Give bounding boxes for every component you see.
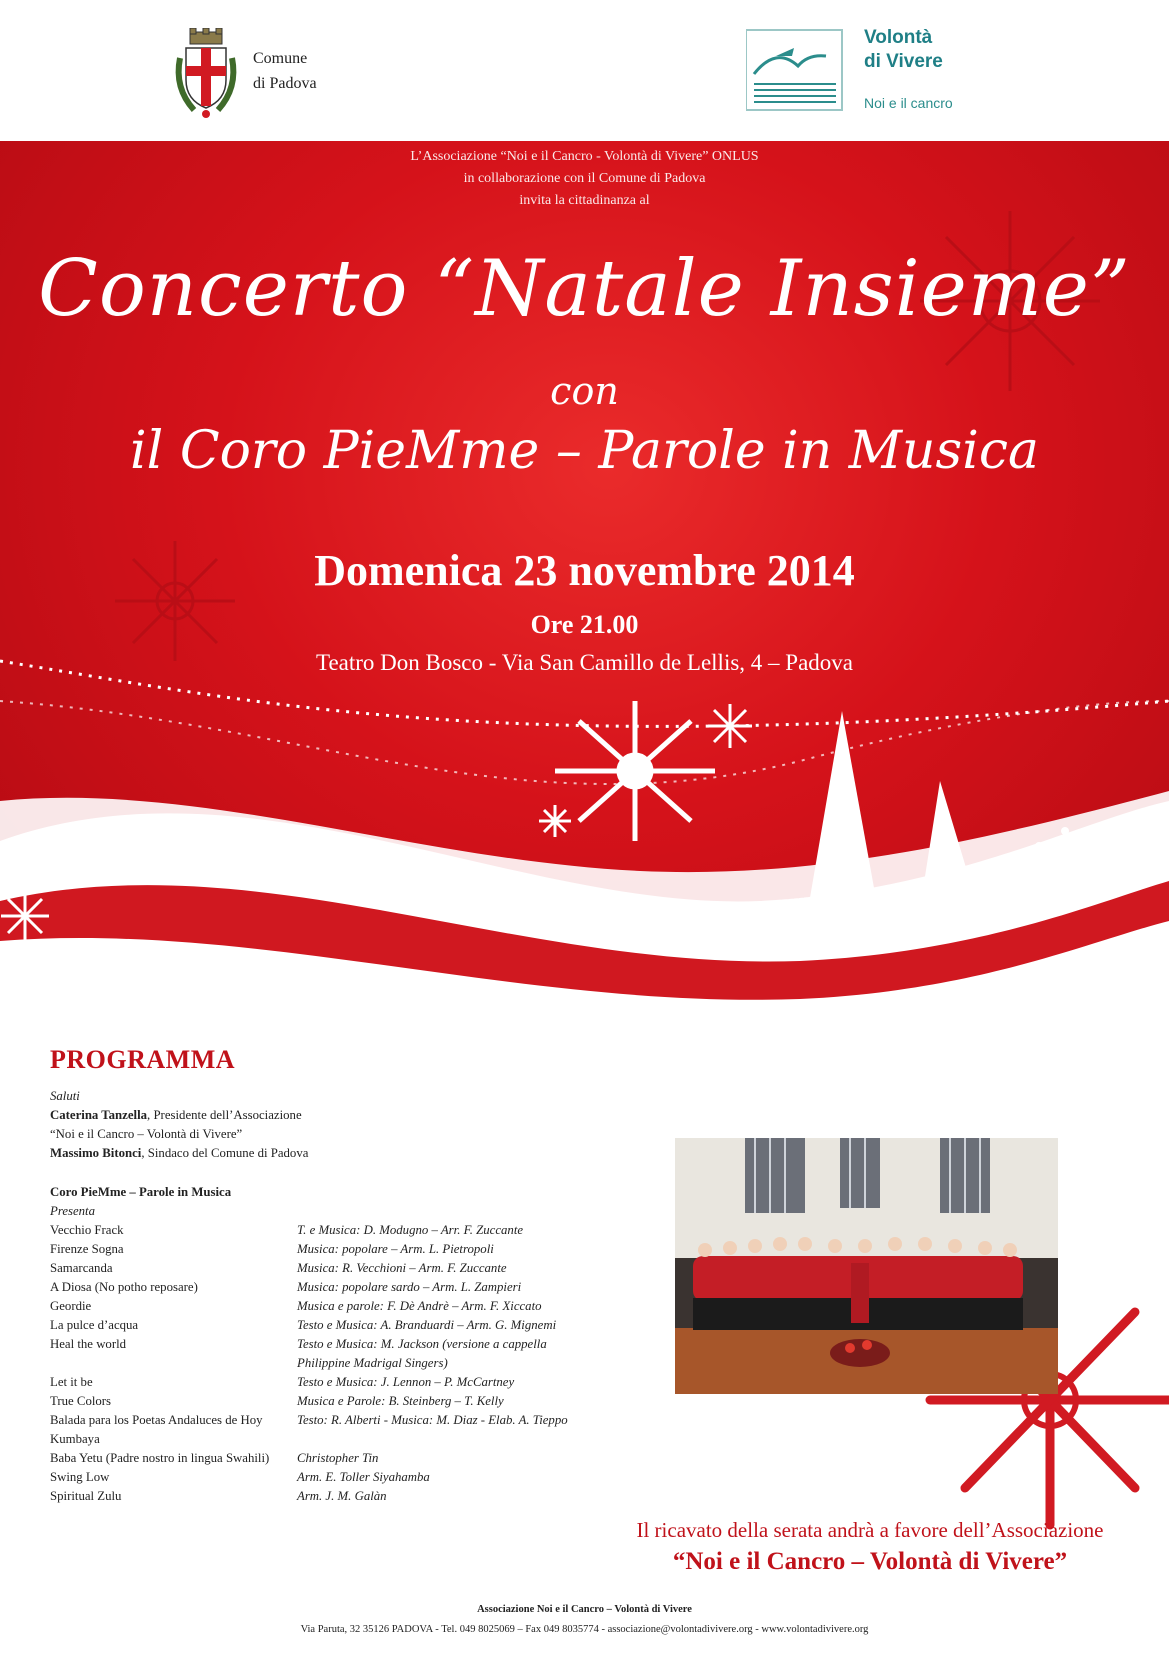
speaker-1-name: Caterina Tanzella (50, 1108, 148, 1122)
song-credit: Musica: popolare – Arm. L. Pietropoli (297, 1242, 494, 1256)
song-title: Geordie (50, 1299, 92, 1313)
tree-icon (806, 711, 880, 921)
vdv-tagline: Noi e il cancro (864, 95, 953, 111)
song-title: La pulce d’acqua (50, 1318, 139, 1332)
comune-label-line2: di Padova (253, 75, 317, 92)
song-title: Samarcanda (50, 1261, 113, 1275)
speaker-2-name: Massimo Bitonci (50, 1146, 142, 1160)
footer-association: Associazione Noi e il Cancro – Volontà di Vivere (477, 1604, 692, 1615)
song-credit: Testo: R. Alberti - Musica: M. Diaz - Elab. A. Tieppo (297, 1413, 568, 1427)
speaker-1 (50, 1106, 302, 1125)
song-credit: T. e Musica: D. Modugno – Arr. F. Zuccante (297, 1223, 524, 1237)
song-title: Balada para los Poetas Andaluces de Hoy (50, 1413, 263, 1427)
song-credit: Musica e Parole: B. Steinberg – T. Kelly (297, 1394, 504, 1408)
concert-title: Concerto “Natale Insieme” (38, 244, 1131, 334)
intro-line-1: L’Associazione “Noi e il Cancro - Volontà di Vivere” ONLUS (410, 149, 759, 164)
comune-label-line1: Comune (253, 50, 308, 67)
song-credit: Testo e Musica: J. Lennon – P. McCartney (297, 1375, 515, 1389)
padova-coat-of-arms-icon (170, 28, 242, 120)
speaker-2-role: , Sindaco del Comune di Padova (141, 1146, 309, 1160)
song-title: True Colors (50, 1394, 112, 1408)
song-credit: Christopher Tin (297, 1451, 379, 1465)
con-label: con (550, 369, 619, 413)
speaker-2 (50, 1144, 308, 1163)
footer-contact: Via Paruta, 32 35126 PADOVA - Tel. 049 8025069 – Fax 049 8035774 - associazione@volontadivivere.org - www.volontadivivere.org (300, 1624, 869, 1635)
speaker-1-role: , Presidente dell’Associazione (147, 1108, 302, 1122)
event-time: Ore 21.00 (530, 610, 639, 639)
corner-snowflake-icon (1, 892, 49, 940)
small-snowflake-icon (708, 704, 752, 748)
song-title: Heal the world (50, 1337, 127, 1351)
proceeds-note: Il ricavato della serata andrà a favore dell’Associazione (636, 1518, 1104, 1542)
proceeds-association: “Noi e il Cancro – Volontà di Vivere” (672, 1548, 1068, 1575)
intro-line-2: in collaborazione con il Comune di Padova (463, 171, 706, 186)
presenta-label: Presenta (50, 1204, 96, 1218)
saluti-label: Saluti (50, 1089, 80, 1103)
song-title: Spiritual Zulu (50, 1489, 122, 1503)
small-snowflake-icon (539, 805, 571, 837)
vdv-name-line2: di Vivere (864, 51, 943, 72)
song-title: Let it be (50, 1375, 93, 1389)
song-title: Baba Yetu (Padre nostro in lingua Swahili) (50, 1451, 270, 1465)
intro-line-3: invita la cittadinanza al (519, 193, 650, 208)
song-credit: Musica: popolare sardo – Arm. L. Zampieri (297, 1280, 522, 1294)
volonta-di-vivere-logo-icon (746, 26, 846, 118)
event-venue: Teatro Don Bosco - Via San Camillo de Lellis, 4 – Padova (316, 650, 853, 675)
program-heading: PROGRAMMA (50, 1045, 236, 1074)
choir-photo (675, 1138, 1058, 1394)
comune-padova-label (253, 46, 317, 96)
song-credit: Testo e Musica: A. Branduardi – Arm. G. Mignemi (297, 1318, 557, 1332)
song-title: Kumbaya (50, 1432, 100, 1446)
choir-label: Coro PieMme – Parole in Musica (50, 1185, 232, 1199)
volonta-di-vivere-name (864, 26, 943, 74)
song-credit: Arm. E. Toller Siyahamba (297, 1470, 430, 1484)
song-title: Firenze Sogna (50, 1242, 124, 1256)
song-title: A Diosa (No potho reposare) (50, 1280, 198, 1294)
choir-name: il Coro PieMme – Parole in Musica (130, 421, 1039, 481)
song-title: Vecchio Frack (50, 1223, 124, 1237)
event-date: Domenica 23 novembre 2014 (314, 546, 855, 595)
song-title: Swing Low (50, 1470, 110, 1484)
song-credit: Philippine Madrigal Singers) (297, 1356, 448, 1370)
song-credit: Musica: R. Vecchioni – Arm. F. Zuccante (297, 1261, 507, 1275)
white-snowflake-icon (555, 701, 715, 841)
song-credit: Musica e parole: F. Dè Andrè – Arm. F. Xiccato (297, 1299, 542, 1313)
song-credit: Arm. J. M. Galàn (297, 1489, 387, 1503)
song-credit: Testo e Musica: M. Jackson (versione a cappella (297, 1337, 547, 1351)
vdv-name-line1: Volontà (864, 27, 933, 48)
speaker-1-assoc: “Noi e il Cancro – Volontà di Vivere” (50, 1127, 243, 1141)
